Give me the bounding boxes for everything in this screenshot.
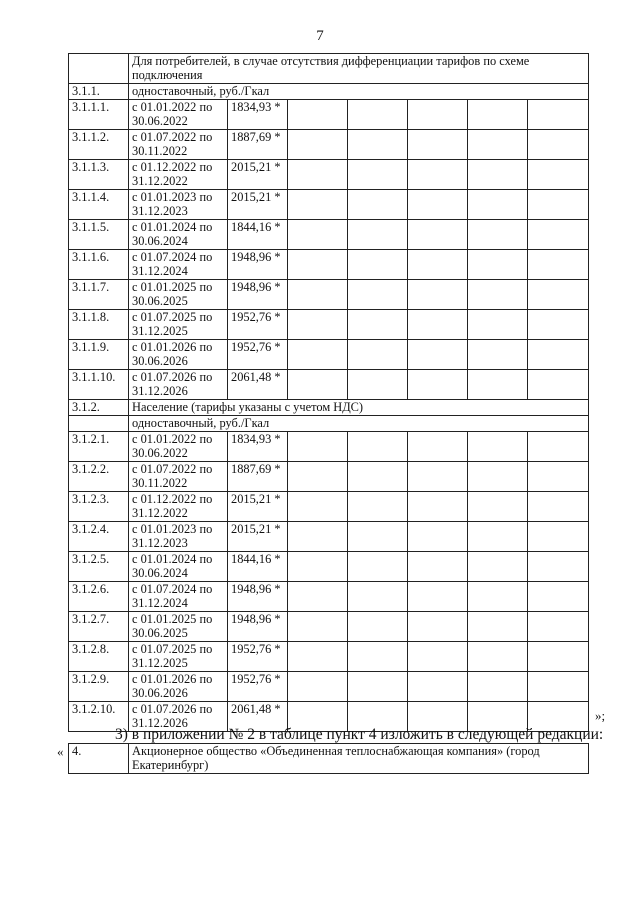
empty-cell: [408, 370, 468, 400]
empty-cell: [288, 130, 348, 160]
section-label: одноставочный, руб./Гкал: [129, 416, 589, 432]
empty-cell: [408, 340, 468, 370]
empty-cell: [408, 130, 468, 160]
appendix-2-table: [68, 743, 589, 774]
empty-cell: [528, 160, 589, 190]
row-code: 3.1.2.1.: [69, 432, 129, 462]
row-period: с 01.01.2025 по 30.06.2025: [129, 280, 228, 310]
empty-cell: [348, 642, 408, 672]
tariff-table: [68, 53, 589, 732]
empty-cell: [348, 522, 408, 552]
row-code: 3.1.1.5.: [69, 220, 129, 250]
empty-cell: [408, 190, 468, 220]
table-row: [69, 612, 589, 642]
row-period: с 01.01.2025 по 30.06.2025: [129, 612, 228, 642]
appendix-row: [69, 744, 589, 774]
empty-cell: [348, 432, 408, 462]
empty-cell: [408, 492, 468, 522]
empty-cell: [408, 642, 468, 672]
section-label-row: [69, 416, 589, 432]
table-row: [69, 130, 589, 160]
section-heading-row: [69, 400, 589, 416]
row-period: с 01.01.2022 по 30.06.2022: [129, 432, 228, 462]
table-row: [69, 100, 589, 130]
row-value: 2015,21 *: [228, 190, 288, 220]
empty-cell: [408, 552, 468, 582]
row-value: 2015,21 *: [228, 160, 288, 190]
empty-cell: [528, 370, 589, 400]
appendix-row-text: Акционерное общество «Объединенная теплоснабжающая компания» (город Екатеринбург): [129, 744, 589, 774]
empty-cell: [528, 340, 589, 370]
empty-cell: [348, 250, 408, 280]
empty-cell: [528, 190, 589, 220]
instruction-text: 3) в приложении № 2 в таблице пункт 4 изложить в следующей редакции:: [115, 726, 604, 743]
table-row: [69, 552, 589, 582]
empty-cell: [348, 280, 408, 310]
empty-cell: [468, 672, 528, 702]
empty-cell: [528, 642, 589, 672]
empty-cell: [528, 582, 589, 612]
row-period: с 01.07.2025 по 31.12.2025: [129, 310, 228, 340]
empty-cell: [468, 552, 528, 582]
empty-cell: [408, 672, 468, 702]
row-code: 3.1.1.9.: [69, 340, 129, 370]
empty-cell: [468, 370, 528, 400]
empty-cell: [348, 370, 408, 400]
empty-cell: [348, 220, 408, 250]
row-value: 1948,96 *: [228, 280, 288, 310]
empty-cell: [408, 432, 468, 462]
empty-cell: [288, 552, 348, 582]
row-period: с 01.12.2022 по 31.12.2022: [129, 492, 228, 522]
empty-cell: [348, 612, 408, 642]
empty-cell: [348, 552, 408, 582]
table-row: [69, 672, 589, 702]
table-row: [69, 492, 589, 522]
row-value: 1952,76 *: [228, 310, 288, 340]
table-row: [69, 582, 589, 612]
empty-cell: [288, 612, 348, 642]
empty-cell: [408, 612, 468, 642]
row-value: 2061,48 *: [228, 702, 288, 732]
empty-cell: [408, 522, 468, 552]
empty-cell: [468, 130, 528, 160]
empty-cell: [288, 250, 348, 280]
empty-cell: [468, 522, 528, 552]
table-row: [69, 190, 589, 220]
row-value: 1844,16 *: [228, 552, 288, 582]
empty-cell: [288, 582, 348, 612]
empty-cell: [348, 492, 408, 522]
empty-cell: [288, 370, 348, 400]
empty-cell: [408, 280, 468, 310]
empty-cell: [408, 582, 468, 612]
row-code: 3.1.1.8.: [69, 310, 129, 340]
table-row: [69, 160, 589, 190]
row-period: с 01.07.2026 по 31.12.2026: [129, 702, 228, 732]
row-code: 3.1.1.6.: [69, 250, 129, 280]
row-value: 1948,96 *: [228, 582, 288, 612]
row-code: 3.1.1.4.: [69, 190, 129, 220]
empty-cell: [468, 462, 528, 492]
row-value: 1834,93 *: [228, 100, 288, 130]
empty-cell: [468, 220, 528, 250]
empty-cell: [468, 432, 528, 462]
empty-cell: [528, 310, 589, 340]
empty-cell: [528, 612, 589, 642]
row-code: 3.1.2.5.: [69, 552, 129, 582]
empty-cell: [528, 672, 589, 702]
row-code: 3.1.2.7.: [69, 612, 129, 642]
row-code: 3.1.2.10.: [69, 702, 129, 732]
empty-cell: [348, 130, 408, 160]
table-row: [69, 220, 589, 250]
opening-quote-mark: «: [57, 744, 64, 759]
empty-cell: [468, 582, 528, 612]
empty-cell: [348, 340, 408, 370]
empty-cell: [288, 642, 348, 672]
row-period: с 01.01.2023 по 31.12.2023: [129, 522, 228, 552]
table-row: [69, 642, 589, 672]
empty-cell: [468, 642, 528, 672]
empty-cell: [348, 100, 408, 130]
empty-cell: [468, 340, 528, 370]
empty-cell: [528, 552, 589, 582]
empty-cell: [468, 100, 528, 130]
closing-quote-mark: »;: [595, 708, 606, 723]
empty-cell: [468, 190, 528, 220]
empty-cell: [408, 250, 468, 280]
table-row: [69, 462, 589, 492]
empty-cell: [408, 100, 468, 130]
empty-cell: [288, 310, 348, 340]
table-row: [69, 432, 589, 462]
row-period: с 01.07.2022 по 30.11.2022: [129, 462, 228, 492]
row-code: 3.1.1.2.: [69, 130, 129, 160]
empty-cell: [348, 462, 408, 492]
row-value: 1952,76 *: [228, 642, 288, 672]
header-code-cell: [69, 54, 129, 84]
row-value: 1948,96 *: [228, 612, 288, 642]
empty-cell: [528, 130, 589, 160]
row-value: 1952,76 *: [228, 672, 288, 702]
row-value: 1887,69 *: [228, 462, 288, 492]
row-value: 1887,69 *: [228, 130, 288, 160]
empty-cell: [468, 612, 528, 642]
empty-cell: [528, 250, 589, 280]
section-heading: Население (тарифы указаны с учетом НДС): [129, 400, 589, 416]
row-period: с 01.07.2026 по 31.12.2026: [129, 370, 228, 400]
empty-cell: [348, 190, 408, 220]
appendix-row-code: 4.: [69, 744, 129, 774]
empty-cell: [288, 672, 348, 702]
empty-cell: [288, 160, 348, 190]
row-value: 1844,16 *: [228, 220, 288, 250]
empty-cell: [528, 492, 589, 522]
empty-cell: [288, 280, 348, 310]
row-code: 3.1.2.6.: [69, 582, 129, 612]
row-code: 3.1.2.8.: [69, 642, 129, 672]
row-code: 3.1.2.2.: [69, 462, 129, 492]
section-label-row: [69, 84, 589, 100]
empty-cell: [528, 100, 589, 130]
row-value: 1834,93 *: [228, 432, 288, 462]
empty-cell: [408, 462, 468, 492]
empty-cell: [288, 190, 348, 220]
empty-cell: [288, 432, 348, 462]
table-row: [69, 280, 589, 310]
empty-cell: [468, 160, 528, 190]
row-code: 3.1.1.1.: [69, 100, 129, 130]
row-value: 1952,76 *: [228, 340, 288, 370]
row-code: 3.1.1.7.: [69, 280, 129, 310]
table-header-row: [69, 54, 589, 84]
row-value: 2061,48 *: [228, 370, 288, 400]
row-value: 2015,21 *: [228, 492, 288, 522]
empty-cell: [288, 100, 348, 130]
row-period: с 01.07.2022 по 30.11.2022: [129, 130, 228, 160]
row-period: с 01.12.2022 по 31.12.2022: [129, 160, 228, 190]
row-code: 3.1.1.10.: [69, 370, 129, 400]
section-code: 3.1.2.: [69, 400, 129, 416]
row-period: с 01.01.2026 по 30.06.2026: [129, 340, 228, 370]
table-row: [69, 250, 589, 280]
empty-cell: [288, 340, 348, 370]
table-row: [69, 310, 589, 340]
section-label: одноставочный, руб./Гкал: [129, 84, 589, 100]
empty-cell: [468, 492, 528, 522]
table-row: [69, 340, 589, 370]
empty-cell: [528, 280, 589, 310]
empty-cell: [348, 672, 408, 702]
empty-cell: [348, 582, 408, 612]
row-period: с 01.07.2024 по 31.12.2024: [129, 250, 228, 280]
empty-cell: [288, 522, 348, 552]
row-period: с 01.01.2024 по 30.06.2024: [129, 220, 228, 250]
empty-cell: [288, 220, 348, 250]
empty-cell: [468, 280, 528, 310]
empty-cell: [528, 432, 589, 462]
row-period: с 01.07.2025 по 31.12.2025: [129, 642, 228, 672]
empty-cell: [468, 250, 528, 280]
empty-cell: [288, 462, 348, 492]
empty-cell: [528, 220, 589, 250]
empty-cell: [288, 492, 348, 522]
row-value: 1948,96 *: [228, 250, 288, 280]
row-value: 2015,21 *: [228, 522, 288, 552]
empty-cell: [348, 310, 408, 340]
row-code: 3.1.2.4.: [69, 522, 129, 552]
row-period: с 01.01.2024 по 30.06.2024: [129, 552, 228, 582]
page-number: 7: [316, 28, 324, 44]
empty-cell: [528, 462, 589, 492]
empty-cell: [408, 160, 468, 190]
header-text-cell: Для потребителей, в случае отсутствия дифференциации тарифов по схеме подключения: [129, 54, 589, 84]
row-period: с 01.07.2024 по 31.12.2024: [129, 582, 228, 612]
empty-cell: [528, 522, 589, 552]
section-code: 3.1.1.: [69, 84, 129, 100]
table-row: [69, 522, 589, 552]
section-code-empty: [69, 416, 129, 432]
row-code: 3.1.1.3.: [69, 160, 129, 190]
row-period: с 01.01.2022 по 30.06.2022: [129, 100, 228, 130]
empty-cell: [408, 310, 468, 340]
empty-cell: [408, 220, 468, 250]
row-code: 3.1.2.3.: [69, 492, 129, 522]
row-period: с 01.01.2023 по 31.12.2023: [129, 190, 228, 220]
row-period: с 01.01.2026 по 30.06.2026: [129, 672, 228, 702]
row-code: 3.1.2.9.: [69, 672, 129, 702]
table-row: [69, 370, 589, 400]
empty-cell: [348, 160, 408, 190]
empty-cell: [468, 310, 528, 340]
